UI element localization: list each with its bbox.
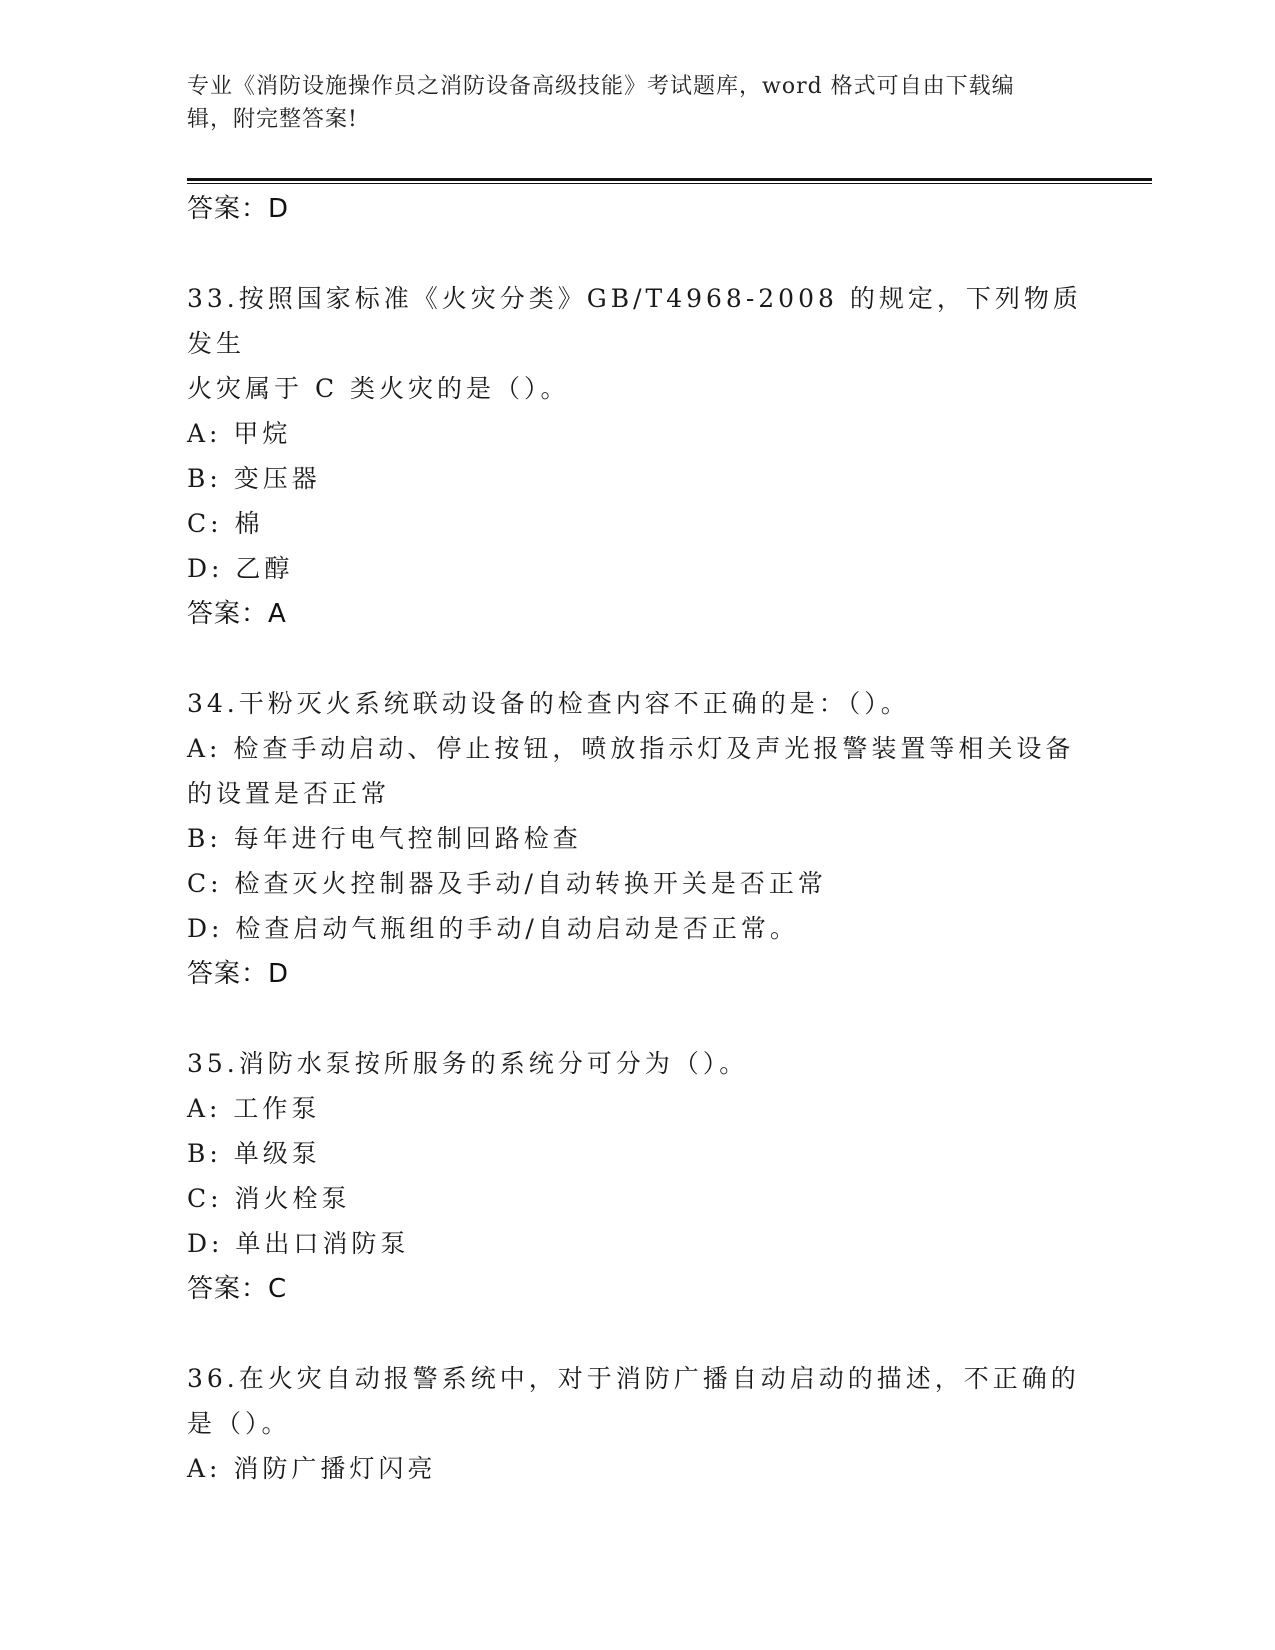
question-text: 是（）。 xyxy=(187,1409,291,1438)
option-b: B: 单级泵 xyxy=(187,1139,321,1168)
question-35 xyxy=(187,1041,1087,1312)
option-c: C: 棉 xyxy=(187,509,264,538)
option-b: B: 变压器 xyxy=(187,464,321,493)
option-a: A: 消防广播灯闪亮 xyxy=(187,1454,437,1483)
question-text: 36.在火灾自动报警系统中，对于消防广播自动启动的描述，不正确的 xyxy=(187,1364,1080,1393)
option-a: A: 甲烷 xyxy=(187,419,292,448)
option-c: C: 检查灭火控制器及手动/自动转换开关是否正常 xyxy=(187,869,827,898)
option-d: D: 单出口消防泵 xyxy=(187,1229,410,1258)
document-header xyxy=(187,70,1087,136)
option-a: A: 工作泵 xyxy=(187,1094,321,1123)
question-text: 35.消防水泵按所服务的系统分可分为（）。 xyxy=(187,1049,749,1078)
option-d: D: 检查启动气瓶组的手动/自动启动是否正常。 xyxy=(187,914,799,943)
question-text: 33.按照国家标准《火灾分类》GB/T4968-2008 的规定，下列物质发生 xyxy=(187,284,1082,358)
option-a: A: 检查手动启动、停止按钮，喷放指示灯及声光报警装置等相关设备 xyxy=(187,734,1075,763)
previous-answer: 答案：D xyxy=(187,194,290,224)
answer: 答案：A xyxy=(187,599,287,629)
question-text: 34.干粉灭火系统联动设备的检查内容不正确的是：（）。 xyxy=(187,689,910,718)
option-a-continued: 的设置是否正常 xyxy=(187,779,391,808)
answer: 答案：D xyxy=(187,959,290,989)
answer: 答案：C xyxy=(187,1274,288,1304)
option-c: C: 消火栓泵 xyxy=(187,1184,351,1213)
question-34 xyxy=(187,681,1087,997)
header-line-1: 专业《消防设施操作员之消防设备高级技能》考试题库，word 格式可自由下载编 xyxy=(187,74,1015,99)
option-b: B: 每年进行电气控制回路检查 xyxy=(187,824,582,853)
question-36 xyxy=(187,1356,1087,1491)
question-list xyxy=(187,186,1087,1491)
option-d: D: 乙醇 xyxy=(187,554,294,583)
header-divider-thick xyxy=(187,178,1152,181)
header-divider-thin xyxy=(187,183,1152,184)
header-line-2: 辑，附完整答案! xyxy=(187,107,358,132)
question-33 xyxy=(187,276,1087,637)
question-text: 火灾属于 C 类火灾的是（）。 xyxy=(187,374,570,403)
